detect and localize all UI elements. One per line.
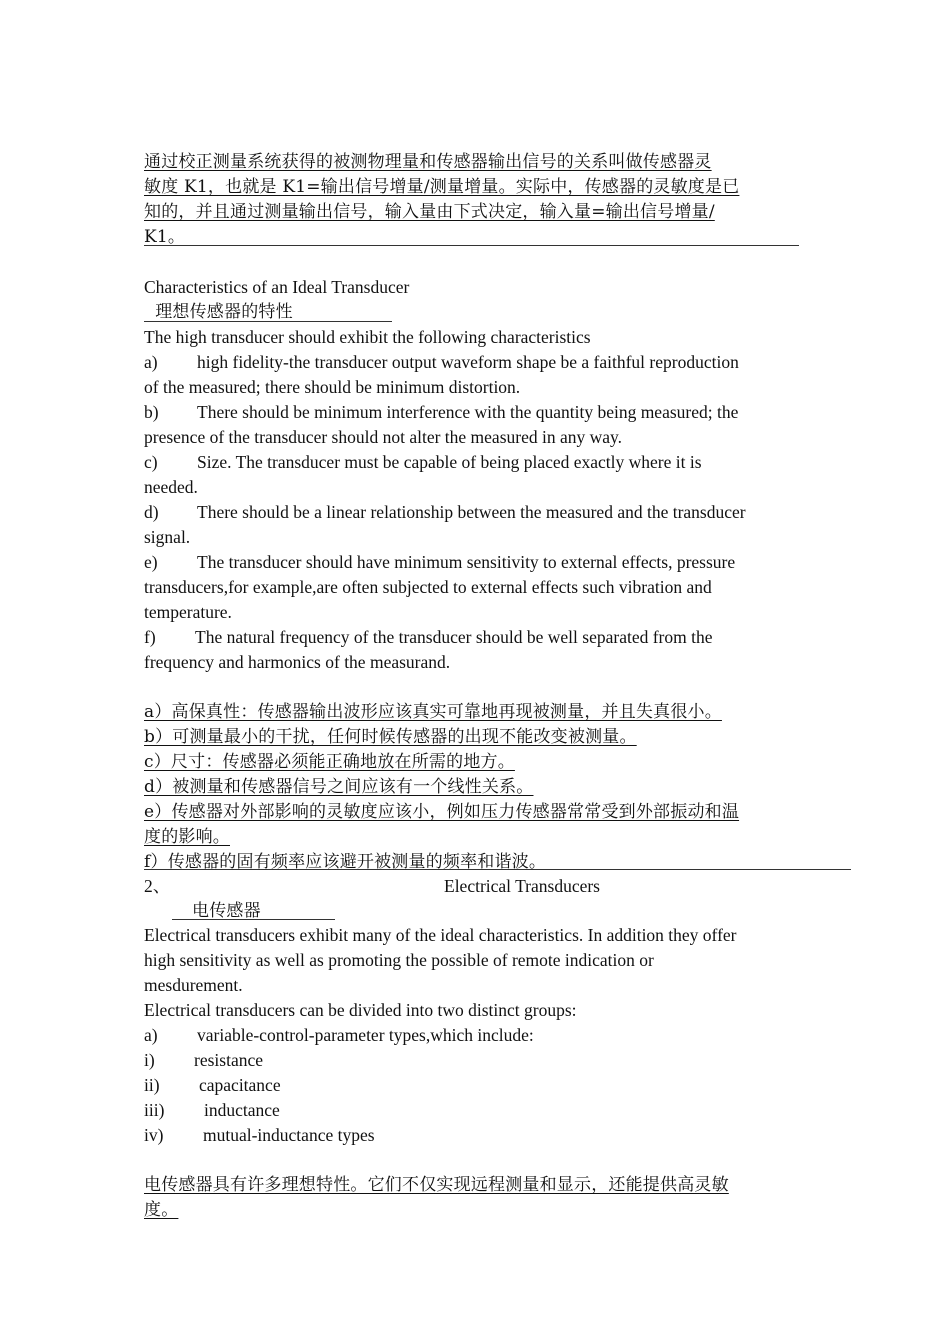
electrical-para-line-2: high sensitivity as well as promoting the possible of remote indication or [144,950,654,970]
item-label: a) [144,1025,158,1045]
ideal-item-cn-b: b）可测量最小的干扰，任何时候传感器的出现不能改变被测量。 [144,727,637,747]
item-text: inductance [204,1100,280,1120]
item-text: mutual-inductance types [203,1125,375,1145]
item-text: Size. The transducer must be capable of being placed exactly where it is [197,452,702,472]
ideal-item-f-line-1 [144,625,713,650]
ideal-item-e-line-3: temperature. [144,602,232,622]
ideal-item-b-line-1 [144,400,738,425]
ideal-heading-en: Characteristics of an Ideal Transducer [144,277,410,297]
item-text: resistance [194,1050,263,1070]
item-text: high fidelity-the transducer output waveform shape be a faithful reproduction [197,352,739,372]
subitem-ii [144,1073,281,1098]
underline-rule [172,919,335,920]
ideal-intro: The high transducer should exhibit the following characteristics [144,327,591,347]
ideal-item-c-line-1 [144,450,702,475]
subitem-iv [144,1123,375,1148]
item-label: a) [144,352,158,372]
sensitivity-paragraph-line-1: 通过校正测量系统获得的被测物理量和传感器输出信号的关系叫做传感器灵 [144,152,712,172]
item-label: iii) [144,1100,165,1120]
ideal-item-d-line-1 [144,500,746,525]
item-label: f) [144,627,156,647]
subitem-i [144,1048,263,1073]
ideal-item-cn-d: d）被测量和传感器信号之间应该有一个线性关系。 [144,777,534,797]
ideal-item-d-line-2: signal. [144,527,191,547]
item-label: e) [144,552,158,572]
item-label: d) [144,502,159,522]
ideal-item-cn-c: c）尺寸：传感器必须能正确地放在所需的地方。 [144,752,515,772]
item-label: iv) [144,1125,164,1145]
electrical-heading-cn: 电传感器 [192,901,261,921]
item-text: capacitance [199,1075,281,1095]
ideal-item-cn-e-line-1: e）传感器对外部影响的灵敏度应该小，例如压力传感器常常受到外部振动和温 [144,802,740,822]
sensitivity-paragraph-line-4: K1。 [144,227,186,247]
subitem-iii [144,1098,280,1123]
ideal-item-e-line-1 [144,550,735,575]
ideal-item-cn-e-line-2: 度的影响。 [144,827,230,847]
item-text: There should be minimum interference with the quantity being measured; the [197,402,739,422]
item-text: There should be a linear relationship between the measured and the transducer [197,502,746,522]
item-label: ii) [144,1075,160,1095]
underline-rule [144,869,851,870]
ideal-item-cn-a: a）高保真性：传感器输出波形应该真实可靠地再现被测量，并且失真很小。 [144,702,722,722]
underline-rule [144,245,799,246]
item-label: c) [144,452,158,472]
item-text: The transducer should have minimum sensitivity to external effects, pressure [197,552,736,572]
item-text: variable-control-parameter types,which include: [197,1025,534,1045]
sensitivity-paragraph-line-2: 敏度 K1，也就是 K1=输出信号增量/测量增量。实际中，传感器的灵敏度是已 [144,177,740,197]
ideal-item-cn-f: f）传感器的固有频率应该避开被测量的频率和谐波。 [144,852,547,872]
ideal-item-e-line-2: transducers,for example,are often subjected to external effects such vibration and [144,577,712,597]
section-number: 2、 [144,876,171,896]
ideal-heading-cn: 理想传感器的特性 [144,302,293,322]
ideal-item-a-line-2: of the measured; there should be minimum distortion. [144,377,521,397]
ideal-item-f-line-2: frequency and harmonics of the measurand. [144,652,451,672]
ideal-item-b-line-2: presence of the transducer should not alter the measured in any way. [144,427,622,447]
electrical-para-line-1: Electrical transducers exhibit many of the ideal characteristics. In addition they offer [144,925,737,945]
group-a [144,1023,534,1048]
ideal-item-c-line-2: needed. [144,477,198,497]
groups-intro: Electrical transducers can be divided into two distinct groups: [144,1000,577,1020]
electrical-summary-cn-line-2: 度。 [144,1200,179,1220]
item-label: i) [144,1050,155,1070]
underline-rule [144,321,392,322]
electrical-heading-en: Electrical Transducers [444,876,600,896]
item-text: The natural frequency of the transducer should be well separated from the [195,627,713,647]
electrical-summary-cn-line-1: 电传感器具有许多理想特性。它们不仅实现远程测量和显示，还能提供高灵敏 [144,1175,729,1195]
ideal-item-a-line-1 [144,350,739,375]
item-label: b) [144,402,159,422]
electrical-para-line-3: mesdurement. [144,975,243,995]
sensitivity-paragraph-line-3: 知的，并且通过测量输出信号，输入量由下式决定，输入量=输出信号增量/ [144,202,715,222]
